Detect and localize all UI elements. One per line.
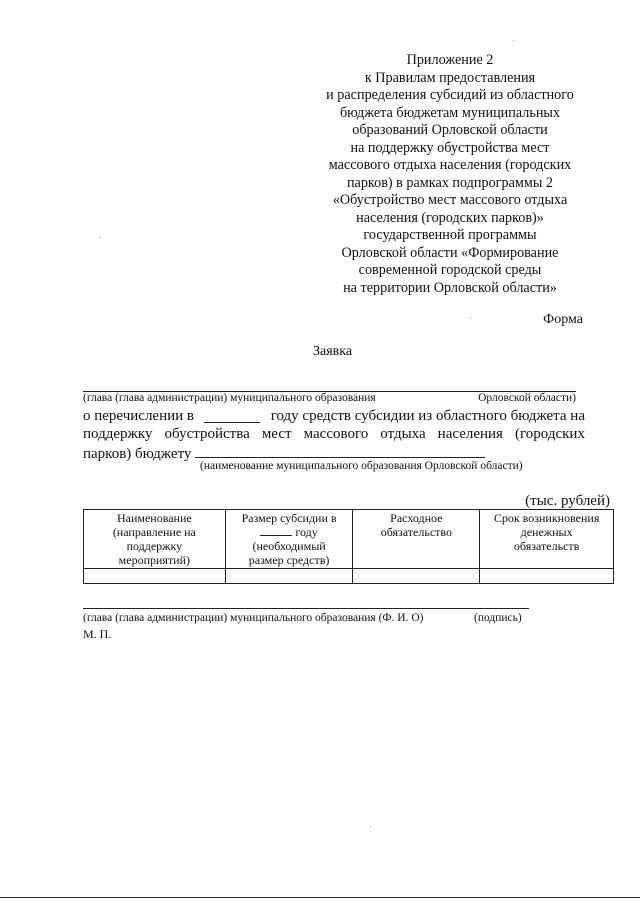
paragraph-word: обустройства: [164, 425, 250, 442]
form-label: Форма: [543, 312, 583, 327]
page-bottom-edge: [0, 897, 640, 898]
appendix-line: на поддержку обустройства мест: [350, 139, 550, 156]
paragraph-word: населения: [437, 425, 503, 442]
table-cell[interactable]: [225, 569, 353, 584]
header-cell-name: Наименование (направление на поддержку мероприятий): [84, 510, 226, 569]
head-caption-left: (глава (глава администрации) муниципального образования: [83, 392, 376, 404]
appendix-line: Орловской области «Формирование: [341, 244, 559, 261]
paragraph-word: массового: [303, 425, 369, 442]
year-blank: [204, 408, 260, 423]
table-cell[interactable]: [84, 569, 226, 584]
paragraph-word: мест: [261, 425, 292, 442]
signature-line: [83, 608, 529, 609]
appendix-line: и распределения субсидий из областного: [326, 87, 574, 103]
signature-sign-label: (подпись): [474, 612, 522, 624]
head-caption-right: Орловской области): [478, 392, 576, 404]
header-cell-obligation: Расходное обязательство: [353, 510, 480, 569]
paragraph-word: (городских: [515, 425, 585, 442]
subsidy-table: [83, 509, 614, 584]
scan-speck: [470, 318, 471, 319]
document-title: Заявка: [313, 344, 353, 359]
year-blank: [260, 525, 292, 536]
paragraph-word: поддержку: [83, 425, 153, 442]
units-label: (тыс. рублей): [525, 493, 610, 509]
stamp-label: М. П.: [83, 627, 112, 641]
paragraph-text: парков) бюджету: [83, 446, 192, 462]
appendix-line: государственной программы: [363, 227, 537, 243]
table-header-row: [84, 510, 614, 569]
municipality-blank: [195, 443, 485, 458]
appendix-line: населения (городских парков)»: [356, 209, 544, 226]
municipality-caption: (наименование муниципального образования Орловской области): [200, 460, 523, 472]
request-paragraph: [83, 408, 585, 464]
paragraph-word: отдыха: [380, 425, 426, 442]
appendix-line: к Правилам предоставления: [364, 69, 536, 86]
header-cell-term: Срок возникновения денежных обязательств: [480, 510, 614, 569]
appendix-line: современной городской среды: [358, 262, 542, 278]
appendix-line: образований Орловской области: [352, 122, 548, 138]
paragraph-text: году средств субсидии из областного бюджета на: [270, 408, 585, 424]
table-cell[interactable]: [353, 569, 480, 584]
signature-caption: (глава (глава администрации) муниципального образования (Ф. И. О): [83, 612, 424, 624]
appendix-line: «Обустройство мест массового отдыха: [332, 192, 568, 208]
paragraph-line-1: [83, 408, 585, 426]
table-cell[interactable]: [480, 569, 614, 584]
paragraph-line-2: [83, 426, 585, 444]
table-row: [84, 569, 614, 584]
appendix-line: бюджета бюджетам муниципальных: [339, 104, 561, 121]
appendix-line: на территории Орловской области»: [343, 279, 557, 296]
header-cell-subsidy-size: Размер субсидии в году (необходимый размер средств): [225, 510, 353, 569]
appendix-line: парков) в рамках подпрограммы 2: [346, 174, 554, 191]
scan-speck: [100, 237, 101, 238]
scan-speck: [370, 826, 371, 827]
scan-speck: [513, 40, 514, 41]
appendix-line: Приложение 2: [406, 52, 494, 68]
head-caption: [83, 392, 576, 404]
appendix-header: [300, 52, 600, 297]
appendix-line: массового отдыха населения (городских: [328, 157, 572, 173]
paragraph-text: о перечислении в: [83, 408, 195, 424]
